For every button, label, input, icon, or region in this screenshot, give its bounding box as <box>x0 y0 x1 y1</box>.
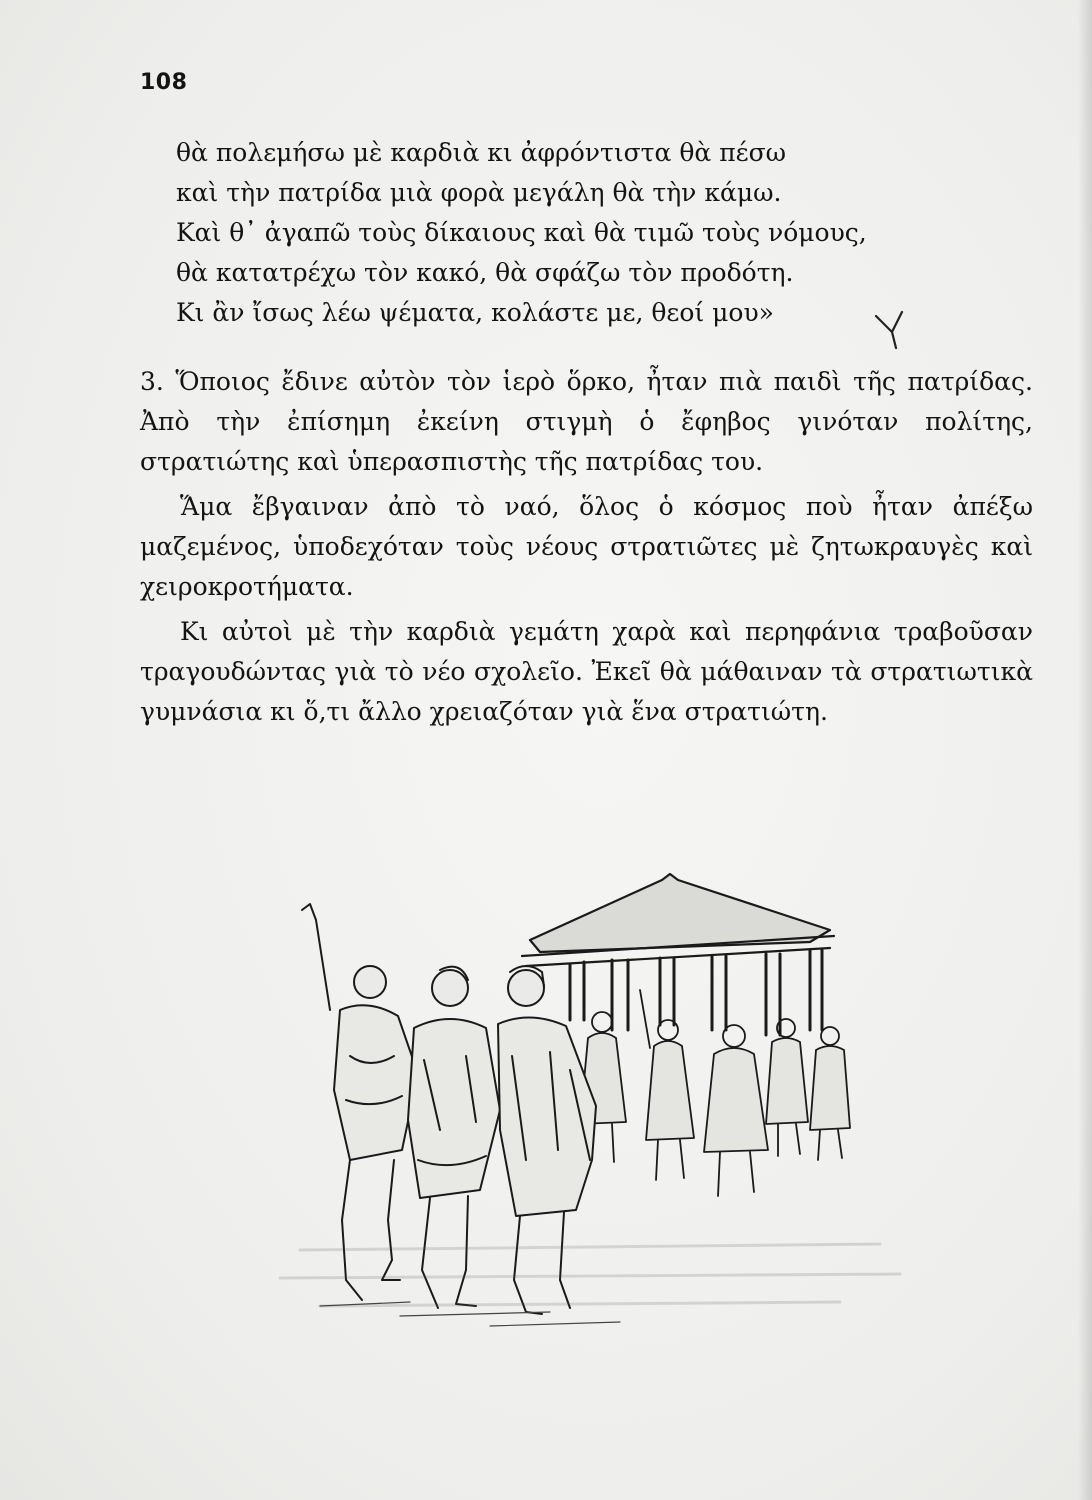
verse-line: θὰ κατατρέχω τὸν κακό, θὰ σφάζω τὸν προδότη. <box>176 258 794 287</box>
verse-line: Κι ἂν ἴσως λέω ψέματα, κολάστε με, θεοί μου» <box>176 298 774 327</box>
page-edge-shadow <box>1078 0 1092 1500</box>
verse-line: θὰ πολεμήσω μὲ καρδιὰ κι ἀφρόντιστα θὰ πέσω <box>176 138 787 167</box>
pencil-checkmark-icon <box>872 306 908 350</box>
paragraph: 3. Ὅποιος ἔδινε αὐτὸν τὸν ἱερὸ ὅρκο, ἦταν πιὰ παιδὶ τῆς πατρίδας. Ἀπὸ τὴν ἐπίσημη ἐκείνη στιγμὴ ὁ ἔφηβος γινόταν πολίτης, στρατιώτης καὶ ὑπερασπιστὴς τῆς πατρίδας του. <box>140 367 1033 476</box>
paragraph: Ἅμα ἔβγαιναν ἀπὸ τὸ ναό, ὅλος ὁ κόσμος ποὺ ἦταν ἀπέξω μαζεμένος, ὑποδεχόταν τοὺς νέους στρατιῶτες μὲ ζητωκραυγὲς καὶ χειροκροτήματα. <box>140 492 1033 601</box>
show-through-text <box>240 1230 940 1320</box>
body-text <box>140 362 1033 737</box>
verse-line: Καὶ θ᾿ ἀγαπῶ τοὺς δίκαιους καὶ θὰ τιμῶ τοὺς νόμους, <box>176 218 867 247</box>
page-number: 108 <box>140 70 188 95</box>
temple-drawing <box>522 874 834 1035</box>
oath-verse <box>176 133 936 333</box>
verse-line: καὶ τὴν πατρίδα μιὰ φορὰ μεγάλη θὰ τὴν κάμω. <box>176 178 782 207</box>
paragraph: Κι αὐτοὶ μὲ τὴν καρδιὰ γεμάτη χαρὰ καὶ περηφάνια τραβοῦσαν τραγουδώντας γιὰ τὸ νέο σχολεῖο. Ἐκεῖ θὰ μάθαιναν τὰ στρατιωτικὰ γυμνάσια κι ὅ,τι ἄλλο χρειαζόταν γιὰ ἕνα στρατιώτη. <box>140 617 1033 726</box>
